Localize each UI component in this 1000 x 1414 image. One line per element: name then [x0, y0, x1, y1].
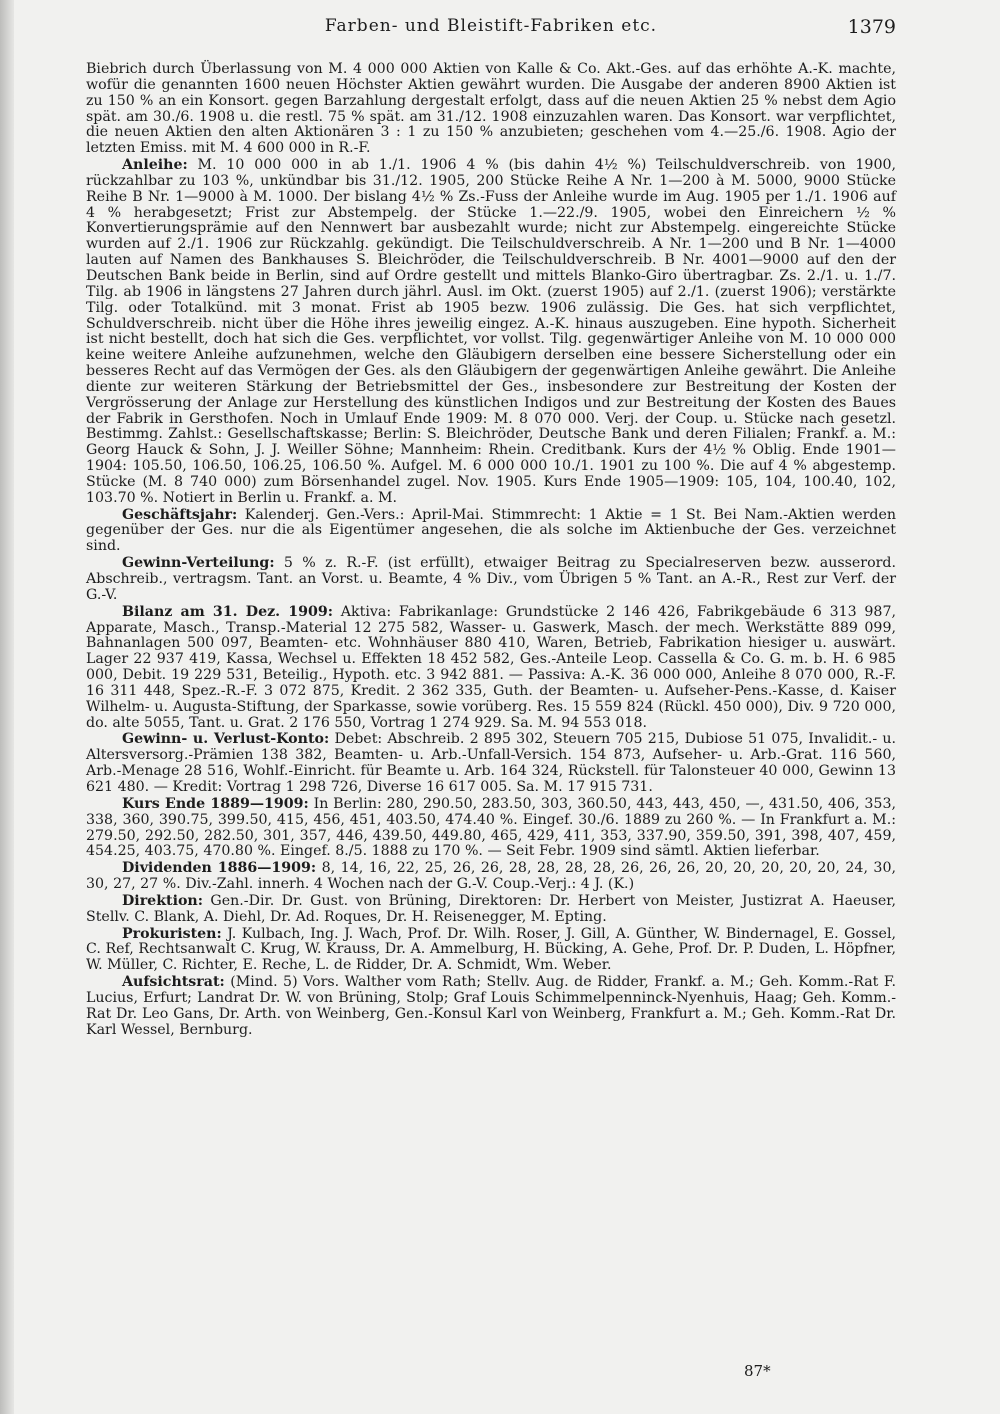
paragraph-label: Aufsichtsrat: — [122, 974, 225, 991]
paragraph-anleihe — [86, 158, 896, 507]
paragraph-text: Biebrich durch Überlassung von M. 4 000 000 Aktien von Kalle & Co. Akt.-Ges. auf das erhöhte A.-K. machte, wofür die genannten 1600 neuen Höchster Aktien gewährt wurden. Die Ausgabe der anderen 8900 Aktien ist zu 150 % an ein Konsort. gegen Barzahlung dergestalt erfolgt, dass auf die neuen Aktien 25 % nebst dem Agio spät. am 30./6. 1908 u. die restl. 75 % spät. am 31./12. 1908 einzuzahlen waren. Das Konsort. war verpflichtet, die neuen Aktien den alten Aktionären 3 : 1 zu 150 % anzubieten; geschehen vom 4.—25./6. 1908. Agio der letzten Emiss. mit M. 4 600 000 in R.-F. — [86, 61, 896, 157]
paragraph-text: (Mind. 5) Vors. Walther vom Rath; Stellv. Aug. de Ridder, Frankf. a. M.; Geh. Komm.-Rat F. Lucius, Erfurt; Landrat Dr. W. von Brüning, Stolp; Graf Louis Schimmelpenninck-Nyenhuis, Haag; Geh. Komm.-Rat Dr. Leo Gans, Dr. Arth. von Weinberg, Gen.-Konsul Karl von Weinberg, Frankfurt a. M.; Geh. Komm.-Rat Dr. Karl Wessel, Bernburg. — [86, 974, 896, 1038]
paragraph-text: Kalenderj. Gen.-Vers.: April-Mai. Stimmrecht: 1 Aktie = 1 St. Bei Nam.-Aktien werden gegenüber der Ges. nur die als Eigentümer angesehen, die als solche im Aktienbuche der Ges. verzeichnet sind. — [86, 506, 896, 555]
paragraph-gewinn-verlust — [86, 732, 896, 795]
page-body — [86, 62, 896, 1039]
paragraph-label: Gewinn-Verteilung: — [122, 555, 275, 572]
paragraph-label: Dividenden 1886—1909: — [122, 860, 317, 877]
paragraph-text: Debet: Abschreib. 2 895 302, Steuern 705 215, Dubiose 51 075, Invalidit.- u. Altersversorg.-Prämien 138 382, Beamten- u. Arb.-Unfall-Versich. 154 873, Aufseher- u. Arb.-Grat. 116 560, Arb.-Menage 28 516, Wohlf.-Einricht. für Beamte u. Arb. 164 324, Rückstell. für Talonsteuer 40 000, Gewinn 13 621 480. — Kredit: Vortrag 1 298 726, Diverse 16 617 005. Sa. M. 17 915 731. — [86, 731, 897, 795]
paragraph-label: Anleihe: — [122, 157, 188, 174]
paragraph-label: Prokuristen: — [122, 925, 222, 942]
paragraph-text: Gen.-Dir. Dr. Gust. von Brüning, Direktoren: Dr. Herbert von Meister, Justizrat A. Haeuser, Stellv. C. Blank, A. Diehl, Dr. Ad. Roques, Dr. H. Reisenegger, M. Epting. — [86, 892, 896, 925]
paragraph-kurs — [86, 797, 896, 860]
paragraph-label: Bilanz am 31. Dez. 1909: — [122, 603, 334, 620]
paragraph-label: Kurs Ende 1889—1909: — [122, 795, 309, 812]
page-gutter-shadow — [0, 0, 14, 1414]
paragraph-text: J. Kulbach, Ing. J. Wach, Prof. Dr. Wilh. Roser, J. Gill, A. Günther, W. Bindernagel, E. Gossel, C. Ref, Rechtsanwalt C. Krug, W. Krauss, Dr. A. Ammelburg, H. Bücking, A. Gehe, Prof. Dr. P. Duden, L. Höpfner, W. Müller, C. Richter, E. Reche, L. de Ridder, Dr. A. Schmidt, Wm. Weber. — [86, 925, 897, 974]
paragraph-text: M. 10 000 000 in ab 1./1. 1906 4 % (bis dahin 4½ %) Teilschuldverschreib. von 1900, rückzahlbar zu 103 %, unkündbar bis 31./12. 1905, 200 Stücke Reihe A Nr. 1—200 à M. 5000, 9000 Stücke Reihe B Nr. 1—9000 à M. 1000. Der bislang 4½ % Zs.-Fuss der Anleihe wurde im Aug. 1905 per 1./1. 1906 auf 4 % herabgesetzt; Frist zur Abstempelg. der Stücke 1.—22./9. 1905, wobei den Einreichern ½ % Konvertierungsprämie auf den Nennwert bar ausbezahlt wurde; nicht zur Abstempelg. eingereichte Stücke wurden auf 2./1. 1906 zur Rückzahlg. gekündigt. Die Teilschuldverschreib. A Nr. 1—200 und B Nr. 1—4000 lauten auf Namen des Bankhauses S. Bleichröder, die Teilschuldverschreib. B Nr. 4001—9000 auf den der Deutschen Bank beide in Berlin, sind auf Ordre gestellt und mittels Blanko-Giro übertragbar. Zs. 2./1. u. 1./7. Tilg. ab 1906 in längstens 27 Jahren durch jährl. Ausl. im Okt. (zuerst 1905) auf 2./1. (zuerst 1906); verstärkte Tilg. oder Totalkünd. mit 3 monat. Frist ab 1905 bezw. 1906 zulässig. Die Ges. hat sich verpflichtet, Schuldverschreib. nicht über die Höhe ihres jeweilig eingez. A.-K. hinaus auszugeben. Eine hypoth. Sicherheit ist nicht bestellt, doch hat sich die Ges. verpflichtet, vor vollst. Tilg. gegenwärtiger Anleihe von M. 10 000 000 keine weitere Anleihe aufzunehmen, welche den Gläubigern derselben eine bessere Sicherstellung oder ein besseres Recht auf das Vermögen der Ges. als den Gläubigern der gegenwärtigen Anleihe gewährt. Die Anleihe diente zur weiteren Stärkung der Betriebsmittel der Ges., insbesondere zur Bestreitung der Kosten der Vergrösserung der Anlage zur Herstellung des künstlichen Indigos und zur Bestreitung der Kosten des Baues der Fabrik in Gersthofen. Noch in Umlauf Ende 1909: M. 8 070 000. Verj. der Coup. u. Stücke nach gesetzl. Bestimmg. Zahlst.: Gesellschaftskasse; Berlin: S. Bleichröder, Deutsche Bank und deren Filialen; Frankf. a. M.: Georg Hauck & Sohn, J. J. Weiller Söhne; Mannheim: Rhein. Creditbank. Kurs der 4½ % Oblig. Ende 1901—1904: 105.50, 106.50, 106.25, 106.50 %. Aufgel. M. 6 000 000 10./1. 1901 zu 100 %. Die auf 4 % abgestemp. Stücke (M. 8 740 000) zum Börsenhandel zugel. Nov. 1905. Kurs Ende 1905—1909: 105, 104, 100.40, 102, 103.70 %. Notiert in Berlin u. Frankf. a. M. — [86, 157, 897, 506]
paragraph-bilanz — [86, 605, 896, 732]
page-number: 1379 — [847, 16, 896, 38]
paragraph-text: Aktiva: Fabrikanlage: Grundstücke 2 146 426, Fabrikgebäude 6 313 987, Apparate, Masch., Transp.-Material 12 275 582, Wasser- u. Gaswerk, Masch. der mech. Werkstätte 889 099, Bahnanlagen 500 097, Beamten- etc. Wohnhäuser 880 410, Waren, Betrieb, Fabrikation hiesiger u. auswärt. Lager 22 937 419, Kassa, Wechsel u. Effekten 18 452 582, Ges.-Anteile Leop. Cassella & Co. G. m. b. H. 6 985 000, Debit. 19 229 531, Beteilig., Hypoth. etc. 3 942 881. — Passiva: A.-K. 36 000 000, Anleihe 8 070 000, R.-F. 16 311 448, Spez.-R.-F. 3 072 875, Kredit. 2 362 335, Guth. der Beamten- u. Aufseher-Pens.-Kasse, d. Kaiser Wilhelm- u. Augusta-Stiftung, der Sparkasse, sowie vorüberg. Res. 15 559 824 (Rückl. 450 000), Div. 9 720 000, do. alte 5055, Tant. u. Grat. 2 176 550, Vortrag 1 274 929. Sa. M. 94 553 018. — [86, 603, 896, 731]
paragraph-label: Direktion: — [122, 892, 203, 909]
paragraph-aufsichtsrat — [86, 975, 896, 1038]
paragraph-prokuristen — [86, 927, 896, 975]
running-title: Farben- und Bleistift-Fabriken etc. — [324, 16, 658, 36]
paragraph-dividenden — [86, 861, 896, 893]
paragraph-text: 5 % z. R.-F. (ist erfüllt), etwaiger Beitrag zu Specialreserven bezw. ausserord. Abschreib., vertragsm. Tant. an Vorst. u. Beamte, 4 % Div., vom Übrigen 5 % Tant. an A.-R., Rest zur Verf. der G.-V. — [86, 555, 896, 603]
page-header — [86, 16, 896, 44]
paragraph-label: Gewinn- u. Verlust-Konto: — [122, 731, 330, 748]
paragraph-text: In Berlin: 280, 290.50, 283.50, 303, 360.50, 443, 443, 450, —, 431.50, 406, 353, 338, 360, 390.75, 399.50, 415, 456, 451, 403.50, 474.40 %. Eingef. 30./6. 1889 zu 260 %. — In Frankfurt a. M.: 279.50, 292.50, 282.50, 301, 357, 446, 439.50, 449.80, 465, 429, 411, 353, 337.90, 359.50, 391, 398, 407, 459, 454.25, 403.75, 470.80 %. Eingef. 8./5. 1888 zu 170 %. — Seit Febr. 1909 sind sämtl. Aktien lieferbar. — [86, 795, 896, 860]
sheet-signature: 87* — [744, 1362, 771, 1380]
paragraph-gewinn-verteilung — [86, 556, 896, 604]
paragraph-text: 8, 14, 16, 22, 25, 26, 26, 28, 28, 28, 28, 26, 26, 26, 20, 20, 20, 20, 20, 24, 30, 30, 27, 27 %. Div.-Zahl. innerh. 4 Wochen nach der G.-V. Coup.-Verj.: 4 J. (K.) — [86, 860, 896, 893]
paragraph-label: Geschäftsjahr: — [122, 506, 238, 523]
paragraph-capital-increase — [86, 62, 896, 157]
paragraph-direktion — [86, 894, 896, 926]
paragraph-geschaeftsjahr — [86, 508, 896, 556]
